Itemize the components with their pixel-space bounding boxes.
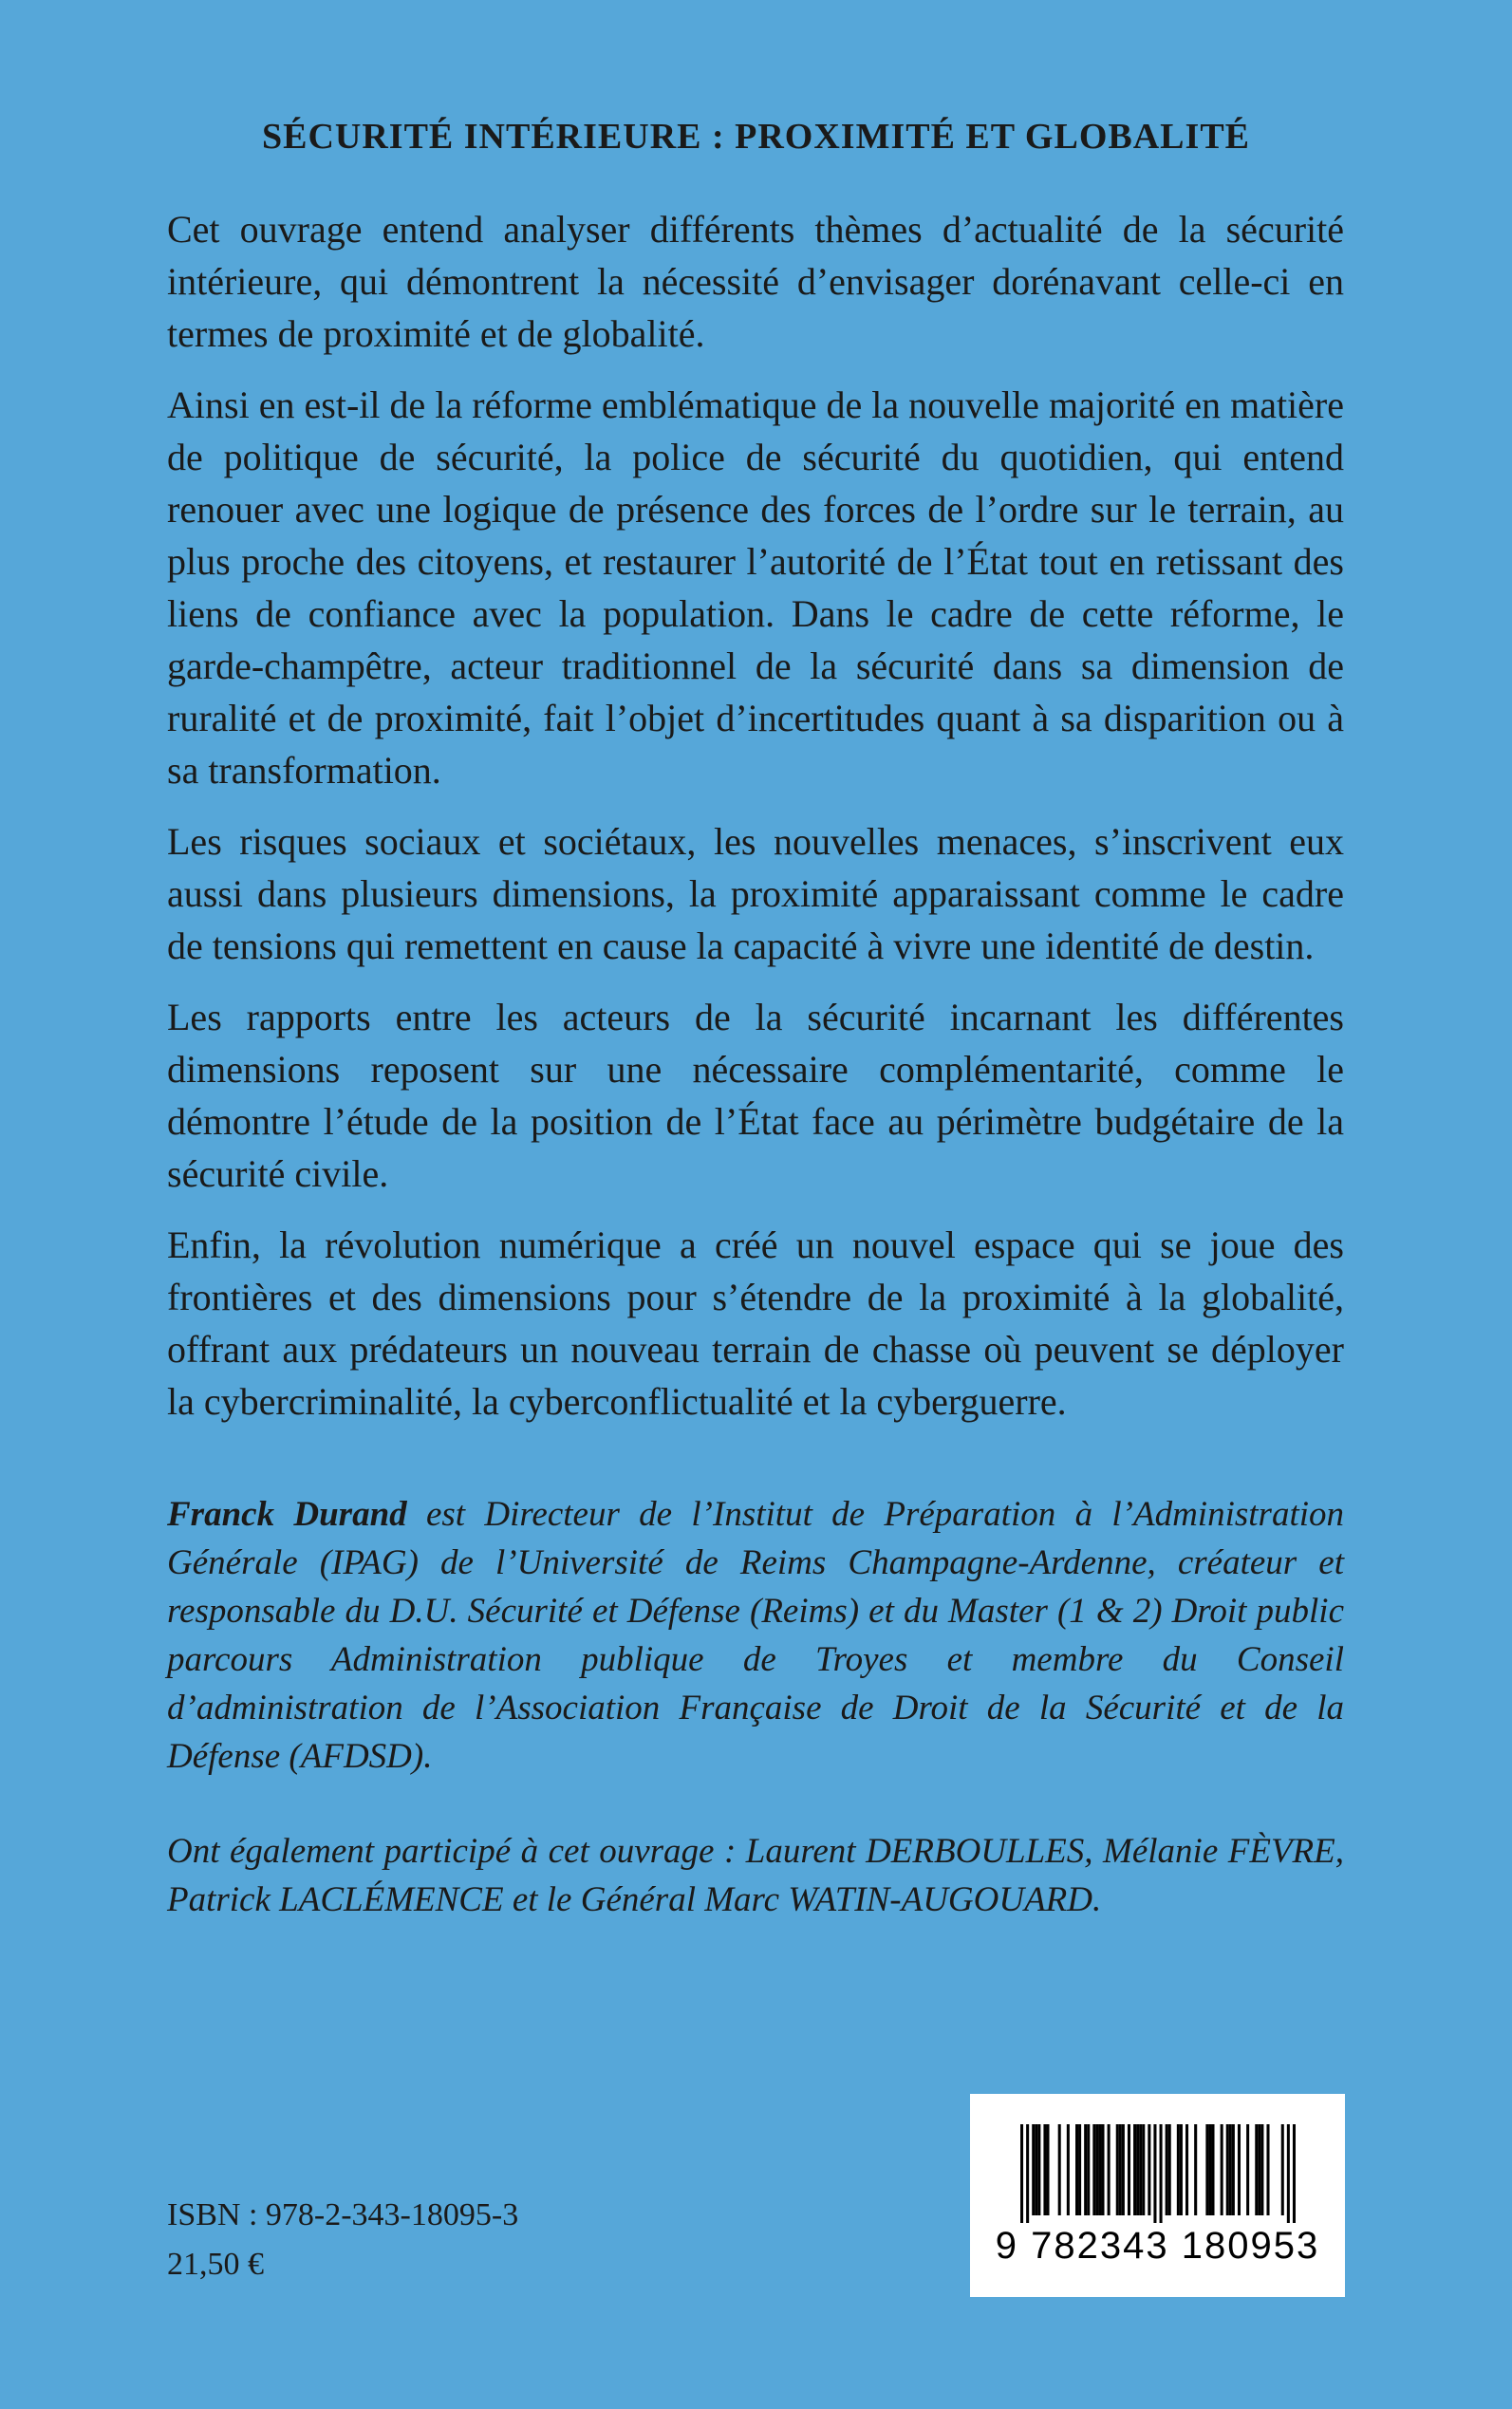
barcode-bar [1255,2124,1258,2215]
barcode-bar [1168,2124,1171,2215]
barcode-bar [1232,2124,1235,2215]
summary-text [167,203,1344,1447]
barcode-bar [1020,2124,1023,2223]
barcode-bar [1035,2124,1037,2215]
price: 21,50 € [167,2247,264,2282]
barcode-bar [1166,2124,1168,2215]
barcode-bar [1148,2124,1150,2215]
barcode-bar [1067,2124,1070,2215]
barcode-bar [1177,2124,1180,2215]
barcode-bar [1194,2124,1197,2215]
barcode-bar [1142,2124,1145,2215]
barcode-box [970,2094,1345,2297]
barcode-bar [1185,2124,1188,2215]
barcode-bar [1258,2124,1260,2215]
contributors: Ont également participé à cet ouvrage : Laurent DERBOULLES, Mélanie FÈVRE, Patrick LACLÉMENCE et le Général Marc WATIN-AUGOUARD. [167,1832,1344,1919]
author-bio [167,1490,1344,1781]
barcode-bar [1211,2124,1214,2215]
barcode-bar [1119,2124,1122,2215]
barcode-bar [1226,2124,1229,2215]
barcode-bar [1160,2124,1163,2223]
summary-paragraph: Enfin, la révolution numérique a créé un nouvel espace qui se joue des frontières et des dimensions pour s’étendre de la proximité à la globalité, offrant aux prédateurs un nouveau terrain de chasse où peuvent se déployer la cybercriminalité, la cyberconflictualité et la cyberguerre. [167,1223,1344,1423]
summary-paragraph: Ainsi en est-il de la réforme emblématique de la nouvelle majorité en matière de politique de sécurité, la police de sécurité du quotidien, qui entend renouer avec une logique de présence des forces de l’ordre sur le terrain, au plus proche des citoyens, et restaurer l’autorité de l’État tout en retissant des liens de confiance avec la population. Dans le cadre de cette réforme, le garde-champêtre, acteur traditionnel de la sécurité dans sa dimension de ruralité et de proximité, fait l’objet d’incertitudes quant à sa disparition ou à sa transformation. [167,383,1344,792]
author-name: Franck Durand [167,1495,407,1534]
isbn: ISBN : 978-2-343-18095-3 [167,2197,519,2232]
barcode-bar [1153,2124,1156,2223]
barcode-bar [1078,2124,1081,2215]
barcode-bar [1122,2124,1125,2215]
barcode-bar [1043,2124,1046,2215]
barcode-bar [1293,2124,1296,2223]
barcode-bar [1116,2124,1119,2215]
book-title: SÉCURITÉ INTÉRIEURE : PROXIMITÉ ET GLOBALITÉ [261,117,1251,157]
barcode-bar [1101,2124,1104,2215]
barcode-bar [1266,2124,1269,2215]
author-bio-text: est Directeur de l’Institut de Préparation à l’Administration Générale (IPAG) de l’Université de Reims Champagne-Ardenne, créateur et responsable du D.U. Sécurité et Défense (Reims) et du Master (1 & 2) Droit public parcours Administration publique de Troyes et membre du Conseil d’administration de l’Association Française de Droit de la Sécurité et de la Défense (AFDSD). [167,1495,1345,1776]
barcode-bar [1075,2124,1078,2215]
barcode-bar [1026,2124,1029,2223]
barcode-bar [1260,2124,1263,2215]
barcode-bar [1180,2124,1183,2215]
barcode-bar [1136,2124,1139,2215]
barcode-bar [1281,2124,1284,2215]
summary-paragraph: Les risques sociaux et sociétaux, les nouvelles menaces, s’inscrivent eux aussi dans plusieurs dimensions, la proximité apparaissant comme le cadre de tensions qui remettent en cause la capacité à vivre une identité de destin. [167,820,1344,967]
barcode-bar [1058,2124,1061,2215]
barcode-bar [1208,2124,1211,2215]
barcode-bar [1246,2124,1249,2215]
barcode-bar [1238,2124,1241,2215]
barcode-icon [1020,2124,1296,2223]
barcode-bar [1108,2124,1111,2215]
barcode-bar [1139,2124,1142,2215]
barcode-bar [1128,2124,1130,2215]
barcode-bar [1037,2124,1040,2215]
barcode-bar [1287,2124,1290,2223]
barcode-bar [1092,2124,1095,2215]
barcode-bar [1046,2124,1049,2215]
barcode-bar [1095,2124,1098,2215]
barcode-bar [1133,2124,1136,2215]
barcode-bar [1087,2124,1090,2215]
summary-paragraph: Cet ouvrage entend analyser différents thèmes d’actualité de la sécurité intérieure, qui démontrent la nécessité d’envisager dorénavant celle-ci en termes de proximité et de globalité. [167,208,1344,355]
barcode-bar [1084,2124,1087,2215]
summary-paragraph: Les rapports entre les acteurs de la sécurité incarnant les différentes dimensions reposent sur une nécessaire complémentarité, comme le démontre l’étude de la position de l’État face au périmètre budgétaire de la sécurité civile. [167,996,1344,1195]
barcode-bar [1205,2124,1208,2215]
barcode-digits: 9 782343 180953 [995,2225,1320,2267]
barcode-bar [1098,2124,1101,2215]
barcode-bar [1229,2124,1232,2215]
barcode-bar [1032,2124,1035,2215]
barcode-bar [1221,2124,1223,2215]
